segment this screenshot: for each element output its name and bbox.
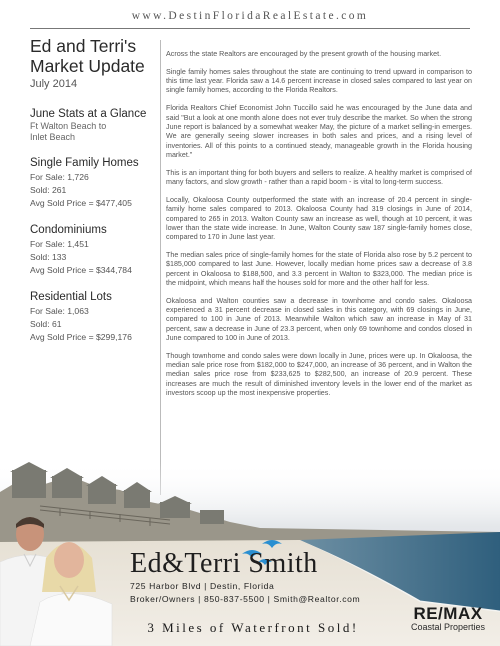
separator: |	[204, 581, 207, 591]
article-paragraph: Though townhome and condo sales were down locally in June, prices were up. In Okaloosa, the median sale price rose from $182,000 to $247,000, an increase of 36 percent, and in Walton the median sales price rose from $233,625 to $282,500, an increase of 20.9 percent. These increases are much the result of diminished inventory levels in the lower end of the market as investors scoop up the most inexpensive properties.	[166, 351, 472, 398]
office-address: 725 Harbor Blvd	[130, 581, 202, 591]
separator: |	[198, 594, 201, 604]
column-divider	[160, 40, 161, 495]
remax-office-name: Coastal Properties	[410, 622, 486, 632]
stat-avg-price: Avg Sold Price = $299,176	[30, 332, 132, 342]
article-paragraph: Okaloosa and Walton counties saw a decrease in townhome and condo sales. Okaloosa experienced a 31 percent decrease in closed sales in this category, with 69 closings in June, compared to 100 in June of 2013. Meanwhile Walton which saw an increase in May of 31 percent, saw a decrease in June of 23.3 percent, when only 69 townhome and condos closed in June compared to 100 in June of 2013.	[166, 296, 472, 342]
stat-sold: Sold: 133	[30, 252, 67, 262]
header-divider	[30, 28, 470, 29]
remax-logo	[402, 604, 494, 632]
stats-section-condominiums	[30, 224, 158, 277]
title-line-2: Market Update	[30, 56, 145, 76]
tagline: 3 Miles of Waterfront Sold!	[147, 620, 359, 635]
article-paragraph: Locally, Okaloosa County outperformed the state with an increase of 20.4 percent in single-family home sales compared to 2013. Okaloosa County had 319 closings in June of 2014, compared to 265 in 2013. Walton County saw an increase as well, though at 10 percent, it was lower than the state wide increase. In June, Walton County saw 187 single-family homes close, compared to 170 in June last year.	[166, 195, 472, 242]
stat-avg-price: Avg Sold Price = $344,784	[30, 265, 132, 275]
stat-sold: Sold: 61	[30, 319, 62, 329]
area-line-2: Inlet Beach	[30, 132, 76, 142]
article-paragraph: Florida Realtors Chief Economist John Tuccillo said he was encouraged by the June data and said "But a look at one month alone does not ever truly describe the market. So when the strong June report is balanced by a somewhat weaker May, the picture of a market selling-in emerges. We are generally seeing slower increases in both sales and prices, and a rising level of inventories. All of this points to a continued steady, manageable growth in the Florida housing market."	[166, 104, 472, 159]
section-heading: Condominiums	[30, 224, 107, 236]
article-paragraph: The median sales price of single-family homes for the state of Florida also rose by 5.2 percent to $185,000 compared to last June. However, locally median home prices saw a decrease of 3.8 percent in Okaloosa to $188,500, and 3.3 percent in Walton to $323,000. The median price is the midpoint, which means half the houses sold for more and the other half for less.	[166, 251, 472, 287]
section-heading: Single Family Homes	[30, 157, 139, 169]
stats-section-residential-lots	[30, 291, 158, 344]
stat-for-sale: For Sale: 1,451	[30, 239, 89, 249]
contact-row-1	[130, 580, 390, 593]
article-paragraph: This is an important thing for both buyers and sellers to realize. A healthy market is comprised of many factors, and slow growth - rather than a rapid boom - is vital to long-term success.	[166, 168, 472, 187]
article-paragraph: Across the state Realtors are encouraged by the present growth of the housing market.	[166, 50, 442, 58]
article-body	[166, 50, 472, 407]
stat-for-sale: For Sale: 1,726	[30, 172, 89, 182]
contact-row-2	[130, 593, 390, 606]
phone-number[interactable]: 850-837-5500	[203, 594, 265, 604]
section-heading: Residential Lots	[30, 291, 112, 303]
agent-brand	[130, 548, 390, 606]
stats-heading: June Stats at a Glance	[30, 108, 147, 120]
brand-name: Ed&Terri Smith	[130, 548, 318, 579]
stat-sold: Sold: 261	[30, 185, 67, 195]
agent-role: Broker/Owners	[130, 594, 196, 604]
issue-date: July 2014	[30, 78, 78, 90]
title-line-1: Ed and Terri's	[30, 36, 137, 56]
remax-wordmark: RE/MAX	[413, 604, 483, 623]
stat-for-sale: For Sale: 1,063	[30, 306, 89, 316]
email-address[interactable]: Smith@Realtor.com	[273, 594, 361, 604]
stats-section-single-family	[30, 157, 158, 210]
sidebar	[30, 36, 158, 344]
website-url: www.DestinFloridaRealEstate.com	[131, 10, 369, 22]
area-line-1: Ft Walton Beach to	[30, 121, 107, 131]
stat-avg-price: Avg Sold Price = $477,405	[30, 198, 132, 208]
office-city: Destin, Florida	[209, 581, 275, 591]
stats-area	[30, 121, 158, 143]
separator: |	[267, 594, 271, 604]
page-title	[30, 36, 158, 76]
article-paragraph: Single family homes sales throughout the state are continuing to trend upward in comparison to this time last year. Florida saw a 14.6 percent increase in closed sales compared to last year on single family homes, according to the Florida Realtors.	[166, 67, 472, 95]
